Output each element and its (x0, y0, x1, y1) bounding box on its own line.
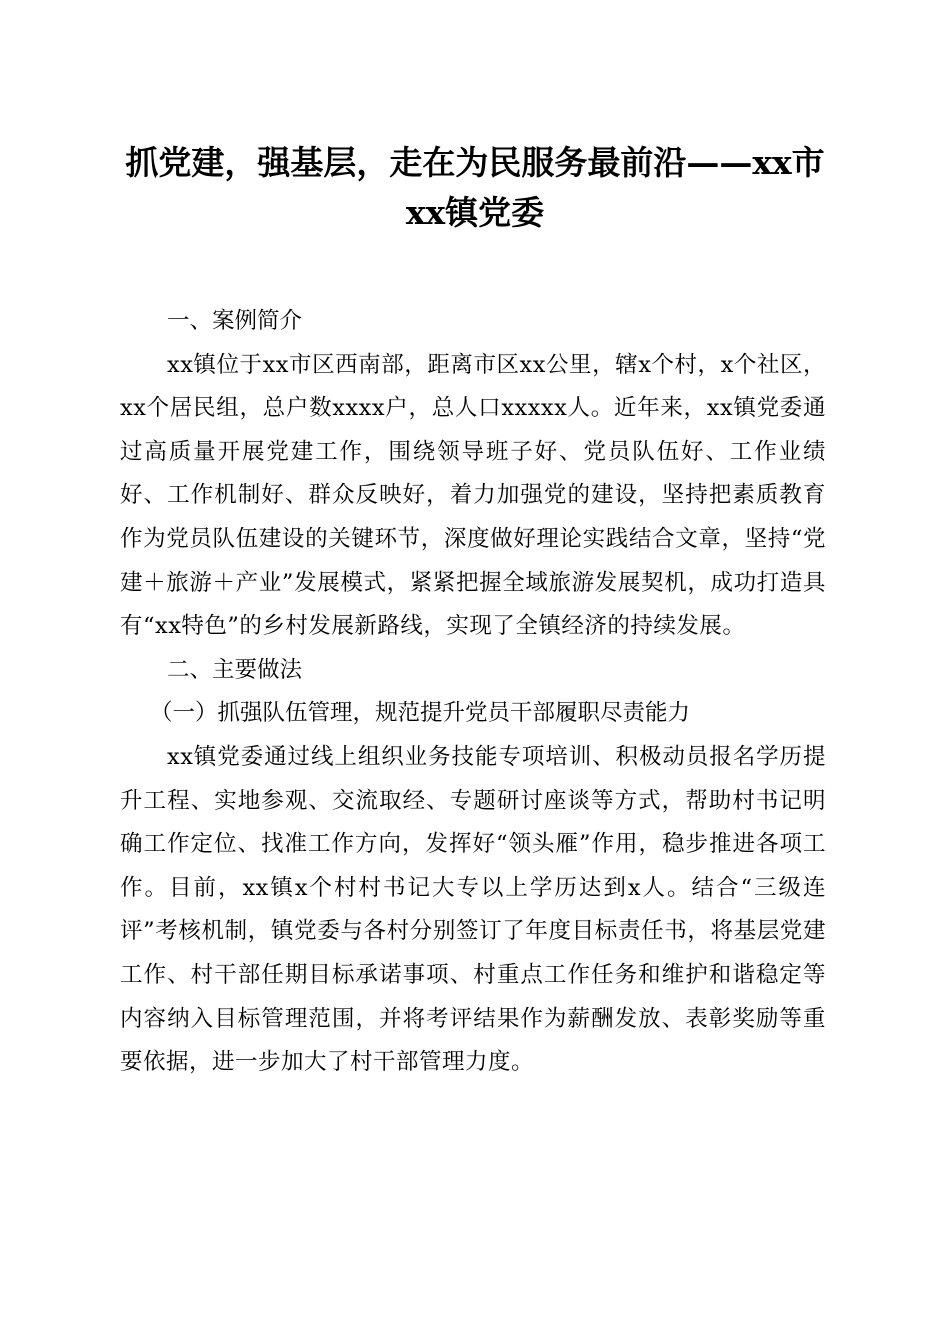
section-heading-case-intro: 一、案例简介 (167, 308, 303, 334)
subsection-heading-team-management: （一）抓强队伍管理，规范提升党员干部履职尽责能力 (150, 700, 691, 727)
document-title: 抓党建，强基层，走在为民服务最前沿——xx市xx镇党委 (125, 143, 825, 232)
document-body (120, 300, 826, 1085)
case-intro-paragraph: xx镇位于xx市区西南部，距离市区xx公里，辖x个村，x个社区，xx个居民组，总户数xxxx户，总人口xxxxx人。近年来，xx镇党委通过高质量开展党建工作，围绕领导班子好、党员队伍好、工作业绩好、工作机制好、群众反映好，着力加强党的建设，坚持把素质教育作为党员队伍建设的关键环节，深度做好理论实践结合文章，坚持“党建＋旅游＋产业”发展模式，紧紧把握全域旅游发展契机，成功打造具有“xx特色”的乡村发展新路线，实现了全镇经济的持续发展。 (120, 351, 826, 640)
team-management-paragraph: xx镇党委通过线上组织业务技能专项培训、积极动员报名学历提升工程、实地参观、交流取经、专题研讨座谈等方式，帮助村书记明确工作定位、找准工作方向，发挥好“领头雁”作用，稳步推进各项工作。目前，xx镇x个村村书记大专以上学历达到x人。结合“三级连评”考核机制，镇党委与各村分别签订了年度目标责任书，将基层党建工作、村干部任期目标承诺事项、村重点工作任务和维护和谐稳定等内容纳入目标管理范围，并将考评结果作为薪酬发放、表彰奖励等重要依据，进一步加大了村干部管理力度。 (120, 743, 826, 1076)
section-heading-main-practices: 二、主要做法 (167, 656, 303, 683)
